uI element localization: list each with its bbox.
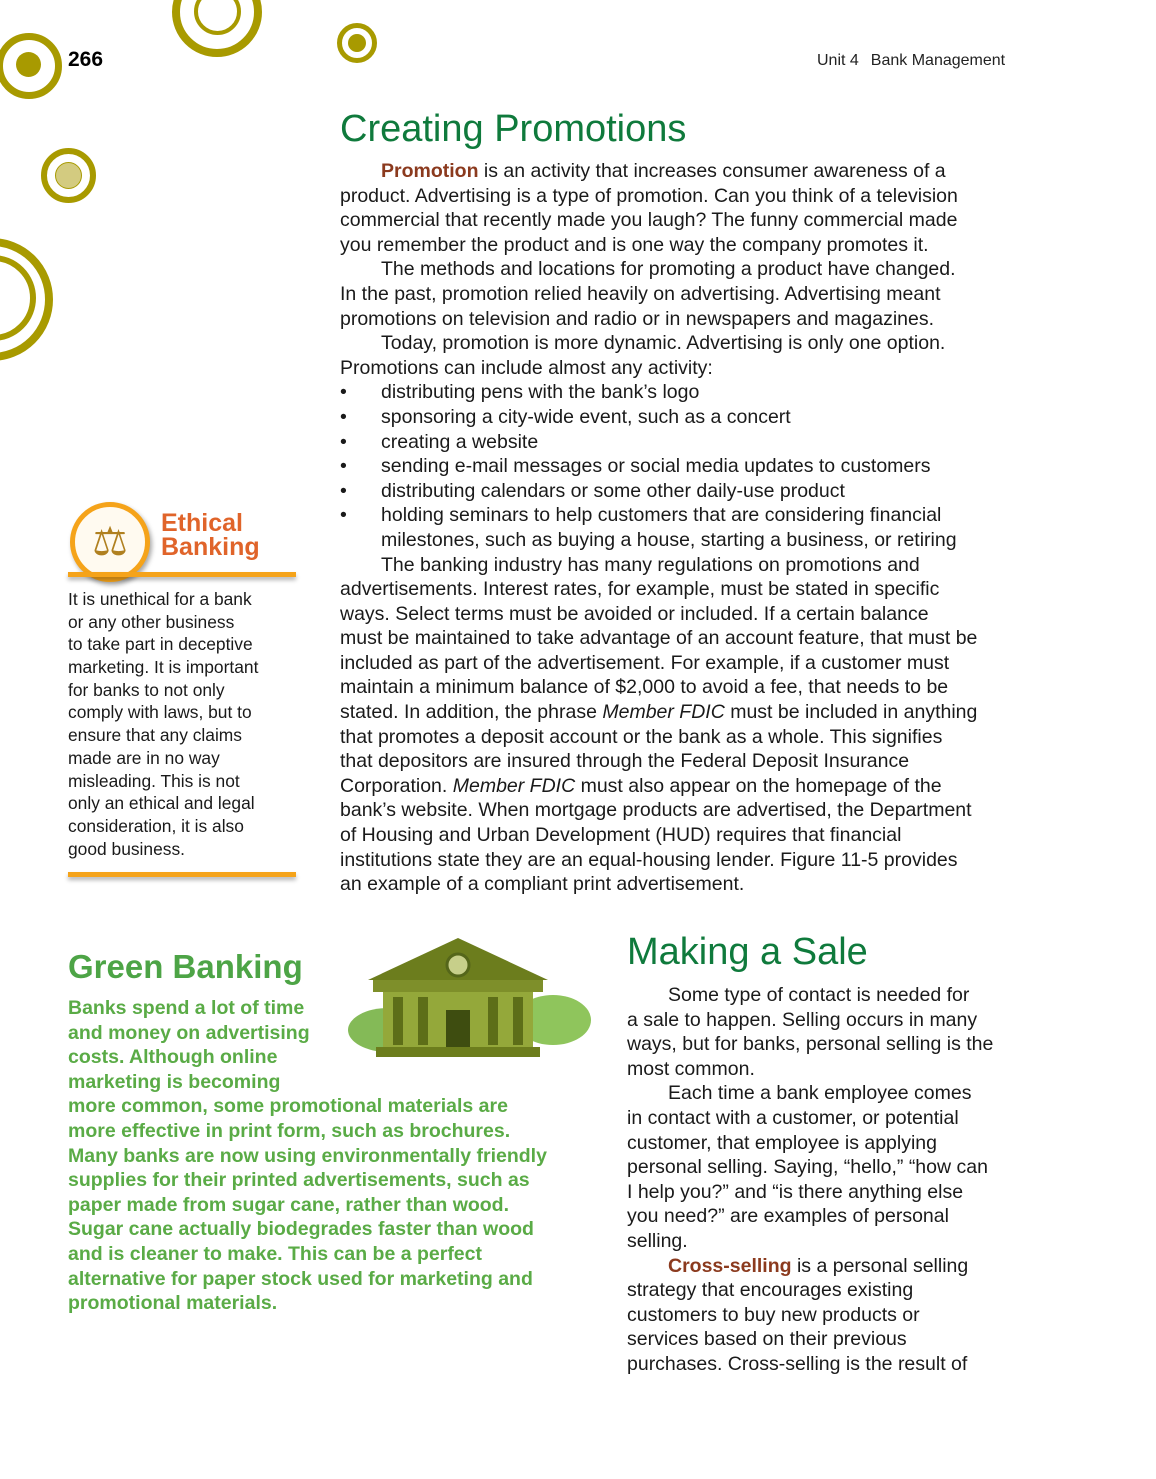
bullet-item xyxy=(340,503,977,528)
text-line xyxy=(68,1291,547,1316)
text-line xyxy=(340,159,977,184)
text-segment: an example of a compliant print advertisement. xyxy=(340,873,745,896)
text-line xyxy=(627,1081,993,1106)
text-line xyxy=(340,602,977,627)
text-segment: must be included in anything xyxy=(724,701,978,724)
scales-of-justice-icon: ⚖ xyxy=(70,502,150,582)
decor-dot xyxy=(348,34,366,52)
bullet-item xyxy=(340,479,977,504)
text-line xyxy=(340,700,977,725)
text-line xyxy=(340,553,977,578)
page-number: 266 xyxy=(68,48,104,71)
text-segment: product. Advertising is a type of promotion. Can you think of a television xyxy=(340,184,958,207)
bullet-icon: • xyxy=(340,479,347,502)
text-line xyxy=(340,184,977,209)
bullet-icon: • xyxy=(340,430,347,453)
text-segment: stated. In addition, the phrase xyxy=(340,701,603,724)
text-segment: customers to buy new products or xyxy=(627,1303,920,1326)
text-segment: sponsoring a city-wide event, such as a concert xyxy=(381,405,791,428)
text-segment: promotional materials. xyxy=(68,1292,278,1315)
text-line xyxy=(627,1229,993,1254)
text-segment: milestones, such as buying a house, starting a business, or retiring xyxy=(381,528,957,551)
text-line xyxy=(627,1032,993,1057)
text-segment: advertisements. Interest rates, for example, must be stated in specific xyxy=(340,578,940,601)
text-line xyxy=(68,1070,547,1095)
text-segment: costs. Although online xyxy=(68,1046,278,1069)
bullet-item xyxy=(340,430,977,455)
text-line xyxy=(68,1045,547,1070)
text-segment: good business. xyxy=(68,838,185,859)
text-segment: commercial that recently made you laugh? The funny commercial made xyxy=(340,209,958,232)
text-line xyxy=(68,656,258,679)
text-segment: Many banks are now using environmentally friendly xyxy=(68,1144,547,1167)
text-segment: that depositors are insured through the Federal Deposit Insurance xyxy=(340,750,910,773)
text-segment: a sale to happen. Selling occurs in many xyxy=(627,1008,978,1031)
text-segment: maintain a minimum balance of $2,000 to avoid a fee, that needs to be xyxy=(340,676,949,699)
emphasis-text: Member FDIC xyxy=(602,701,725,724)
text-segment: Promotions can include almost any activity: xyxy=(340,356,713,379)
text-segment: and money on advertising xyxy=(68,1021,310,1044)
emphasis-text: Member FDIC xyxy=(452,774,576,797)
text-segment: marketing. It is important xyxy=(68,657,259,678)
text-segment: selling. xyxy=(627,1229,688,1252)
ethical-banking-title xyxy=(161,511,260,559)
text-line xyxy=(68,1094,547,1119)
text-line xyxy=(340,651,977,676)
text-segment: purchases. Cross-selling is the result of xyxy=(627,1352,968,1375)
text-segment: consideration, it is also xyxy=(68,815,244,836)
text-line xyxy=(627,1352,993,1377)
decor-dot xyxy=(55,162,82,189)
text-segment: and is cleaner to make. This can be a perfect xyxy=(68,1242,482,1265)
text-line xyxy=(68,1021,547,1046)
text-segment: Each time a bank employee comes xyxy=(668,1082,972,1105)
unit-title: Bank Management xyxy=(870,52,1006,69)
text-line xyxy=(340,774,977,799)
text-segment: supplies for their printed advertisements, such as xyxy=(68,1169,530,1192)
text-segment: customer, that employee is applying xyxy=(627,1131,938,1154)
text-segment: made are in no way xyxy=(68,747,220,768)
text-line xyxy=(68,1193,547,1218)
text-line xyxy=(340,626,977,651)
text-line xyxy=(340,282,977,307)
text-segment: institutions state they are an equal-housing lender. Figure 11-5 provides xyxy=(340,848,958,871)
text-line xyxy=(68,633,258,656)
text-segment: sending e-mail messages or social media updates to customers xyxy=(381,455,931,478)
text-line xyxy=(68,1217,547,1242)
text-segment: I help you?” and “is there anything else xyxy=(627,1180,964,1203)
title-line: Banking xyxy=(161,533,260,561)
title-line: Ethical xyxy=(161,509,243,537)
text-segment: Today, promotion is more dynamic. Advertising is only one option. xyxy=(381,332,946,355)
text-segment: of Housing and Urban Development (HUD) requires that financial xyxy=(340,824,902,847)
text-line xyxy=(68,1242,547,1267)
text-segment: services based on their previous xyxy=(627,1328,907,1351)
text-line xyxy=(68,792,258,815)
text-segment: included as part of the advertisement. For example, if a customer must xyxy=(340,651,950,674)
text-line xyxy=(340,331,977,356)
text-line xyxy=(68,701,258,724)
text-segment: must also appear on the homepage of the xyxy=(575,774,942,797)
text-line xyxy=(340,749,977,774)
text-segment: Sugar cane actually biodegrades faster than wood xyxy=(68,1218,534,1241)
orange-divider xyxy=(68,572,296,577)
text-line xyxy=(340,356,977,381)
unit-label: Unit 4 xyxy=(817,52,859,69)
text-line xyxy=(340,307,977,332)
text-segment: that promotes a deposit account or the bank as a whole. This signifies xyxy=(340,725,943,748)
main-body-text xyxy=(340,159,977,897)
text-segment: you remember the product and is one way the company promotes it. xyxy=(340,233,929,256)
text-line xyxy=(68,770,258,793)
ethical-banking-text xyxy=(68,588,258,860)
key-term: Cross-selling xyxy=(668,1254,792,1277)
text-line xyxy=(627,1155,993,1180)
text-line xyxy=(340,823,977,848)
text-segment: must be maintained to take advantage of an account feature, that must be xyxy=(340,627,978,650)
text-segment: in contact with a customer, or potential xyxy=(627,1106,959,1129)
text-line xyxy=(68,815,258,838)
text-line xyxy=(68,724,258,747)
text-segment: distributing calendars or some other daily-use product xyxy=(381,479,845,502)
text-segment: The methods and locations for promoting a product have changed. xyxy=(381,258,956,281)
text-line xyxy=(627,1008,993,1033)
text-line xyxy=(68,838,258,861)
text-segment: bank’s website. When mortgage products are advertised, the Department xyxy=(340,799,972,822)
bullet-icon: • xyxy=(340,504,347,527)
text-line xyxy=(340,798,977,823)
bullet-item xyxy=(340,405,977,430)
key-term: Promotion xyxy=(381,160,479,182)
text-segment: misleading. This is not xyxy=(68,770,240,791)
text-segment: marketing is becoming xyxy=(68,1070,281,1093)
text-line xyxy=(340,848,977,873)
text-segment: It is unethical for a bank xyxy=(68,589,252,609)
text-line xyxy=(627,1254,993,1279)
text-segment: most common. xyxy=(627,1057,755,1080)
text-line xyxy=(340,725,977,750)
text-line xyxy=(68,996,547,1021)
text-segment: ensure that any claims xyxy=(68,725,242,746)
text-line xyxy=(627,1106,993,1131)
text-segment: for banks to not only xyxy=(68,679,225,700)
making-a-sale-text xyxy=(627,983,993,1377)
text-line xyxy=(627,1327,993,1352)
text-segment: In the past, promotion relied heavily on advertising. Advertising meant xyxy=(340,282,941,305)
orange-divider xyxy=(68,872,296,877)
text-segment: distributing pens with the bank’s logo xyxy=(381,381,700,404)
text-segment: more effective in print form, such as brochures. xyxy=(68,1119,511,1142)
text-segment: Some type of contact is needed for xyxy=(668,984,970,1006)
bullet-item xyxy=(340,380,977,405)
decor-dot xyxy=(16,52,41,77)
text-segment: creating a website xyxy=(381,430,539,453)
text-segment: or any other business xyxy=(68,611,235,632)
text-segment: more common, some promotional materials are xyxy=(68,1095,508,1118)
text-line xyxy=(68,588,258,611)
text-segment: ways, but for banks, personal selling is the xyxy=(627,1033,994,1056)
text-line xyxy=(340,675,977,700)
text-line xyxy=(68,1267,547,1292)
text-line xyxy=(68,1168,547,1193)
text-segment: paper made from sugar cane, rather than wood. xyxy=(68,1193,510,1216)
green-banking-text xyxy=(68,996,547,1316)
text-line xyxy=(68,611,258,634)
text-segment: is an activity that increases consumer awareness of a xyxy=(478,160,946,182)
text-line xyxy=(340,233,977,258)
text-line xyxy=(627,1303,993,1328)
text-segment: Corporation. xyxy=(340,774,453,797)
bullet-item xyxy=(340,454,977,479)
text-line xyxy=(340,208,977,233)
text-line xyxy=(68,1119,547,1144)
ethical-banking-header xyxy=(68,500,304,580)
text-line xyxy=(340,528,977,553)
text-segment: ways. Select terms must be avoided or included. If a certain balance xyxy=(340,602,929,625)
text-segment: personal selling. Saying, “hello,” “how can xyxy=(627,1156,988,1179)
section-title-creating-promotions: Creating Promotions xyxy=(340,108,687,150)
text-line xyxy=(627,1057,993,1082)
text-segment: is a personal selling xyxy=(791,1254,969,1277)
section-title-making-a-sale: Making a Sale xyxy=(627,931,868,973)
bullet-icon: • xyxy=(340,405,347,428)
text-line xyxy=(627,1131,993,1156)
green-banking-title: Green Banking xyxy=(68,948,303,985)
bullet-icon: • xyxy=(340,381,347,404)
text-segment: alternative for paper stock used for marketing and xyxy=(68,1267,533,1290)
text-line xyxy=(627,1204,993,1229)
text-line xyxy=(627,1180,993,1205)
text-segment: comply with laws, but to xyxy=(68,702,252,723)
text-segment: only an ethical and legal xyxy=(68,793,255,814)
text-line xyxy=(627,983,993,1008)
text-line xyxy=(68,679,258,702)
text-segment: Banks spend a lot of time xyxy=(68,997,305,1019)
text-line xyxy=(68,747,258,770)
text-line xyxy=(627,1278,993,1303)
text-line xyxy=(340,872,977,897)
running-header xyxy=(817,52,1017,70)
text-segment: strategy that encourages existing xyxy=(627,1279,914,1302)
text-line xyxy=(340,577,977,602)
text-segment: holding seminars to help customers that are considering financial xyxy=(381,504,942,527)
text-segment: to take part in deceptive xyxy=(68,634,253,655)
bullet-icon: • xyxy=(340,455,347,478)
text-line xyxy=(340,257,977,282)
text-line xyxy=(68,1144,547,1169)
text-segment: promotions on television and radio or in newspapers and magazines. xyxy=(340,307,935,330)
text-segment: you need?” are examples of personal xyxy=(627,1205,949,1228)
text-segment: The banking industry has many regulations on promotions and xyxy=(381,553,920,576)
